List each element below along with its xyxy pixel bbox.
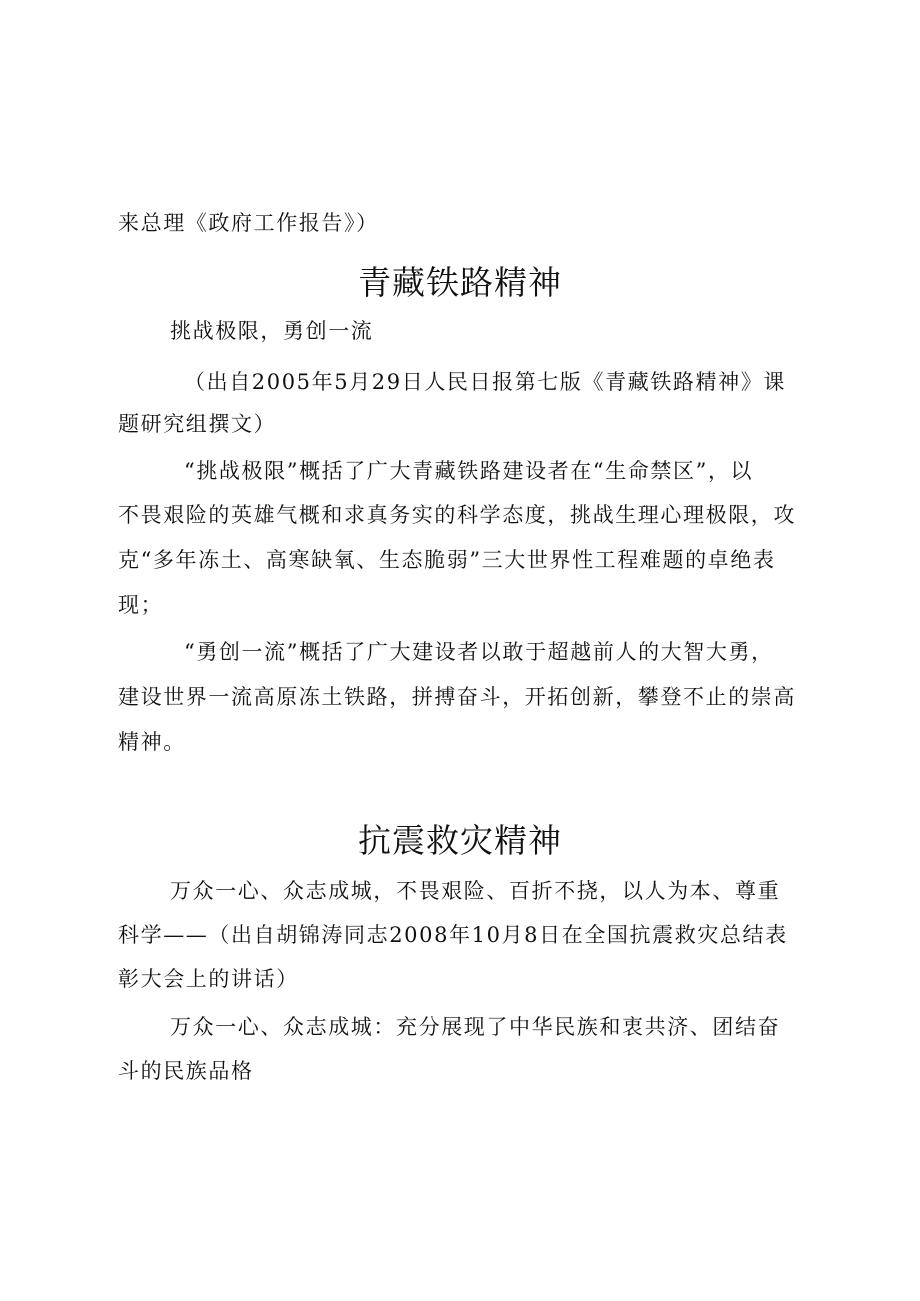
section-title-earthquake-relief: 抗震救灾精神 — [358, 821, 562, 860]
motto-line: 挑战极限，勇创一流 — [170, 319, 374, 343]
paragraph2-line-2: 建设世界一流高原冻土铁路，拼搏奋斗，开拓创新，攀登不止的崇高 — [118, 685, 796, 709]
paragraph1-line-3: 克“多年冻土、高寒缺氧、生态脆弱”三大世界性工程难题的卓绝表 — [118, 548, 776, 572]
paragraph1-line-1: “挑战极限”概括了广大青藏铁路建设者在“生命禁区”，以 — [184, 459, 754, 483]
section2-paragraph1-line-1: 万众一心、众志成城，不畏艰险、百折不挠，以人为本、尊重 — [170, 879, 781, 903]
paragraph2-line-3: 精神。 — [118, 730, 186, 754]
section-title-qinghai-tibet-railway: 青藏铁路精神 — [358, 263, 562, 302]
paragraph1-line-4: 现； — [118, 593, 164, 617]
section2-paragraph2-line-1: 万众一心、众志成城：充分展现了中华民族和衷共济、团结奋 — [170, 1015, 781, 1039]
section2-paragraph2-line-2: 斗的民族品格 — [118, 1059, 254, 1083]
section2-paragraph1-line-3: 彰大会上的讲话） — [118, 967, 299, 991]
source-line-2: 题研究组撰文） — [118, 412, 277, 436]
paragraph2-line-1: “勇创一流”概括了广大建设者以敢于超越前人的大智大勇， — [184, 640, 774, 664]
source-line-1: （出自2005年5月29日人民日报第七版《青藏铁路精神》课 — [184, 370, 786, 394]
paragraph1-line-2: 不畏艰险的英雄气概和求真务实的科学态度，挑战生理心理极限，攻 — [118, 503, 796, 527]
intro-tail-line: 来总理《政府工作报告》） — [118, 211, 379, 235]
section2-paragraph1-line-2: 科学——（出自胡锦涛同志2008年10月8日在全国抗震救灾总结表 — [118, 923, 788, 947]
